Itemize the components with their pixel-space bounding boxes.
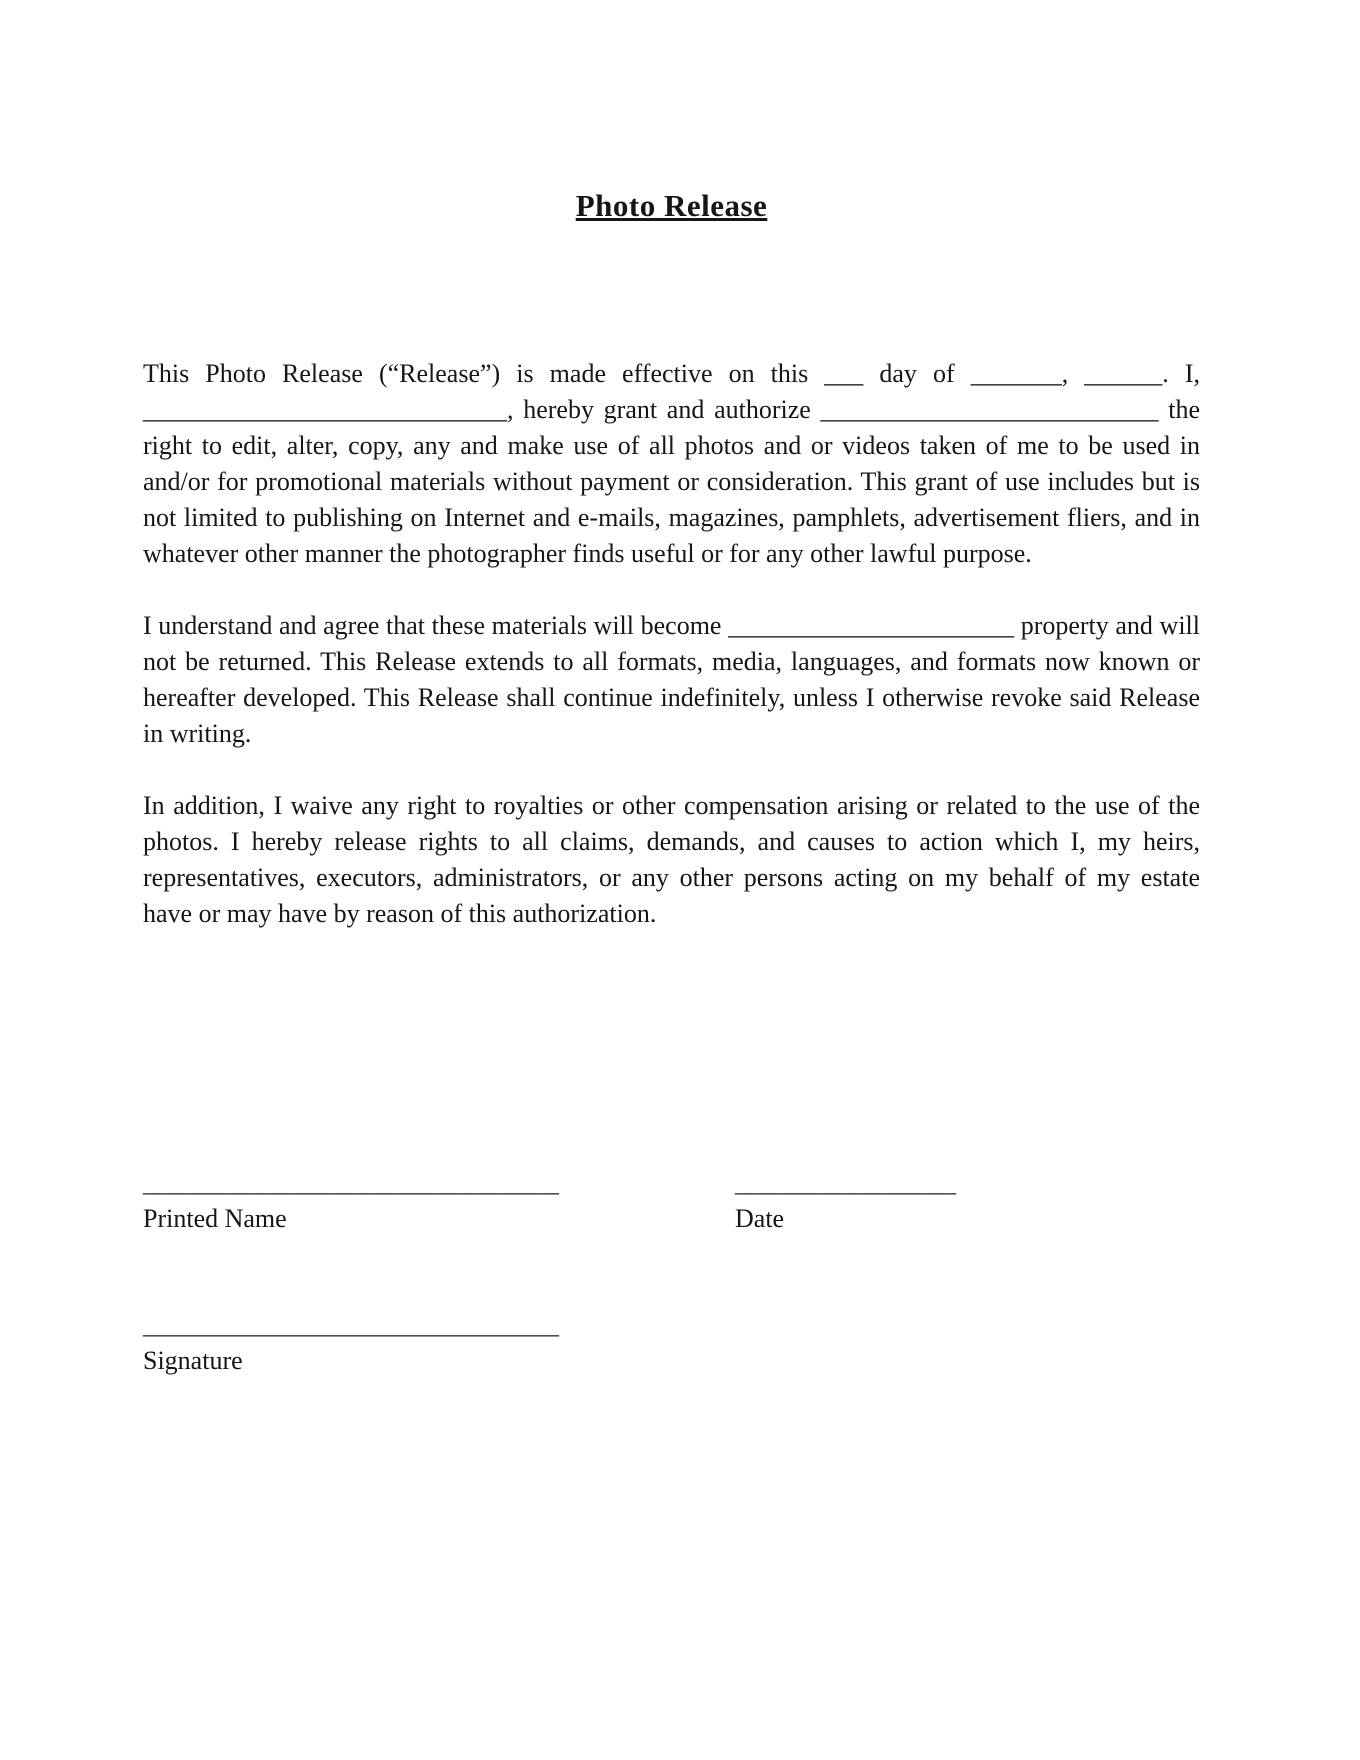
paragraph-grant-of-rights: This Photo Release (“Release”) is made effective on this ___ day of _______, ______. I, ____________________________, hereby grant and authorize __________________________ the right to edit, alter, copy, any and make use of all photos and or videos taken of me to be used in and/or for promotional materials without payment or consideration. This grant of use includes but is not limited to publishing on Internet and e-mails, magazines, pamphlets, advertisement fliers, and in whatever other manner the photographer finds useful or for any other lawful purpose. [143, 359, 1200, 568]
paragraph-royalty-waiver: In addition, I waive any right to royalties or other compensation arising or related to the use of the photos. I hereby release rights to all claims, demands, and causes to action which I, my heirs, representatives, executors, administrators, or any other persons acting on my behalf of my estate have or may have by reason of this authorization. [143, 791, 1200, 928]
signature-field [143, 1307, 735, 1379]
date-field [735, 1165, 1200, 1237]
signature-blank-line: ________________________________ [143, 1310, 559, 1339]
signature-row [143, 1307, 1200, 1379]
printed-name-blank-line: ________________________________ [143, 1168, 559, 1197]
printed-name-field [143, 1165, 735, 1237]
printed-name-label: Printed Name [143, 1204, 287, 1233]
signature-label: Signature [143, 1346, 243, 1375]
printed-name-date-row [143, 1165, 1200, 1237]
document-title: Photo Release [575, 188, 768, 223]
paragraph-materials-ownership: I understand and agree that these materials will become ______________________ property and will not be returned. This Release extends to all formats, media, languages, and formats now known or hereafter developed. This Release shall continue indefinitely, unless I otherwise revoke said Release in writing. [143, 611, 1200, 748]
date-blank-line: _________________ [735, 1168, 956, 1197]
date-label: Date [735, 1204, 785, 1233]
